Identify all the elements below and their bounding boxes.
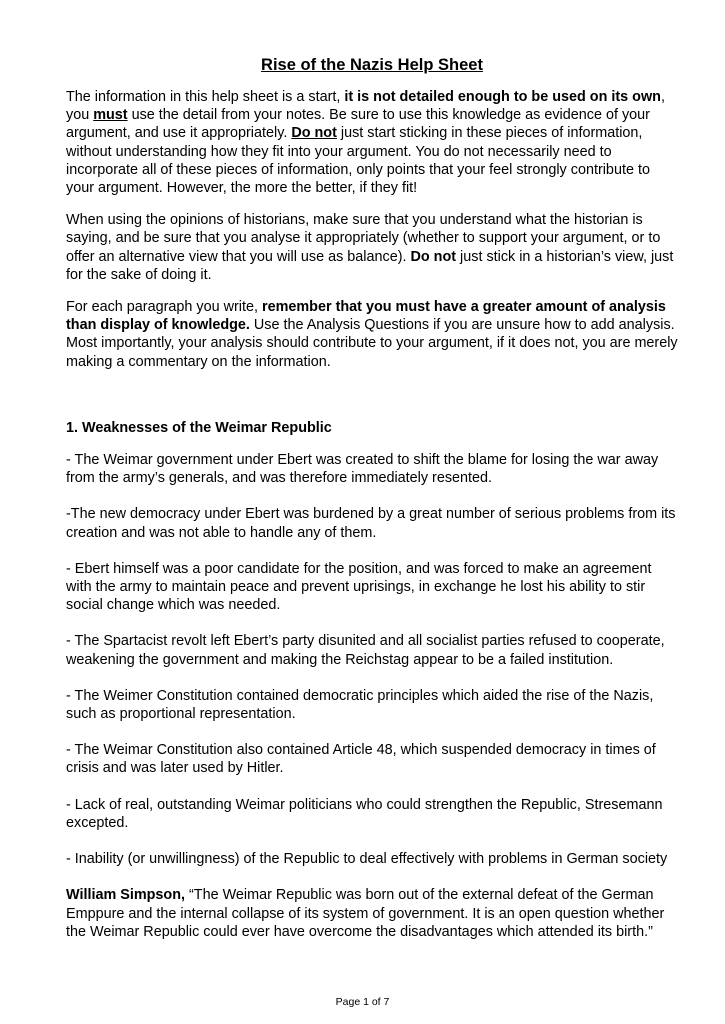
list-item: - The Spartacist revolt left Ebert’s party disunited and all socialist parties refused to cooperate, weakening the government and making the Reichstag appear to be a failed institution. bbox=[66, 633, 665, 668]
quote-text: “The Weimar Republic was born out of the external defeat of the German Emppure and the internal collapse of its system of government. It is an open question whether the Weimar Republic could ever have overcome the disadvantages which attended its birth.” bbox=[66, 887, 665, 940]
text-run: just start sticking in these pieces of information, without understanding how they fit into your argument. You do not necessarily need to incorporate all of these pieces of information, only points that your feel strongly contribute to your argument. However, the more the better, if they fit! bbox=[66, 125, 650, 197]
text-run: The information in this help sheet is a start, bbox=[66, 89, 345, 105]
text-run: Use the Analysis Questions if you are unsure how to add analysis. Most importantly, your analysis should contribute to your argument, if it does not, you are merely making a commentary on the information. bbox=[66, 317, 678, 370]
text-run: When using the opinions of historians, make sure that you understand what the historian is saying, and be sure that you analyse it appropriately (whether to support your argument, or to offer an alternative view that you will use as balance). bbox=[66, 212, 661, 265]
emphasis-must: must bbox=[93, 107, 128, 124]
intro-paragraph-3 bbox=[66, 298, 678, 371]
emphasis-do-not: Do not bbox=[291, 125, 337, 142]
page-title: Rise of the Nazis Help Sheet bbox=[261, 56, 483, 74]
list-item: - The Weimar government under Ebert was created to shift the blame for losing the war away from the army’s generals, and was therefore immediately resented. bbox=[66, 452, 659, 487]
bold-text: it is not detailed enough to be used on its own bbox=[344, 89, 661, 105]
bold-text: Do not bbox=[410, 248, 457, 265]
spacer bbox=[66, 385, 678, 419]
text-run: For each paragraph you write, bbox=[66, 299, 262, 316]
quote-author: William Simpson, bbox=[66, 887, 186, 904]
section-heading: 1. Weaknesses of the Weimar Republic bbox=[66, 419, 332, 436]
text-run: use the detail from your notes. Be sure to use this knowledge as evidence of your argument, and use it appropriately. bbox=[66, 107, 650, 142]
list-item: - The Weimar Constitution also contained Article 48, which suspended democracy in times of crisis and was later used by Hitler. bbox=[66, 742, 656, 777]
bold-text: remember that you must have a greater amount of analysis than display of knowledge. bbox=[66, 299, 666, 334]
list-item: - Lack of real, outstanding Weimar politicians who could strengthen the Republic, Stresemann excepted. bbox=[66, 796, 663, 831]
text-run: , you bbox=[66, 89, 665, 124]
page-number: Page 1 of 7 bbox=[335, 996, 390, 1008]
list-item: - Inability (or unwillingness) of the Republic to deal effectively with problems in German society bbox=[66, 851, 668, 868]
intro-paragraph-2 bbox=[66, 211, 678, 284]
historian-quote bbox=[66, 886, 678, 941]
intro-paragraph-1 bbox=[66, 88, 678, 197]
list-item: - The Weimer Constitution contained democratic principles which aided the rise of the Nazis, such as proportional representation. bbox=[66, 687, 654, 723]
list-item: -The new democracy under Ebert was burdened by a great number of serious problems from its creation and was not able to handle any of them. bbox=[66, 506, 676, 541]
document-page bbox=[66, 52, 678, 955]
text-run: just stick in a historian’s view, just for the sake of doing it. bbox=[66, 248, 674, 283]
list-item: - Ebert himself was a poor candidate for the position, and was forced to make an agreement with the army to maintain peace and prevent uprisings, in exchange he lost his ability to stir social change which was needed. bbox=[66, 560, 652, 614]
